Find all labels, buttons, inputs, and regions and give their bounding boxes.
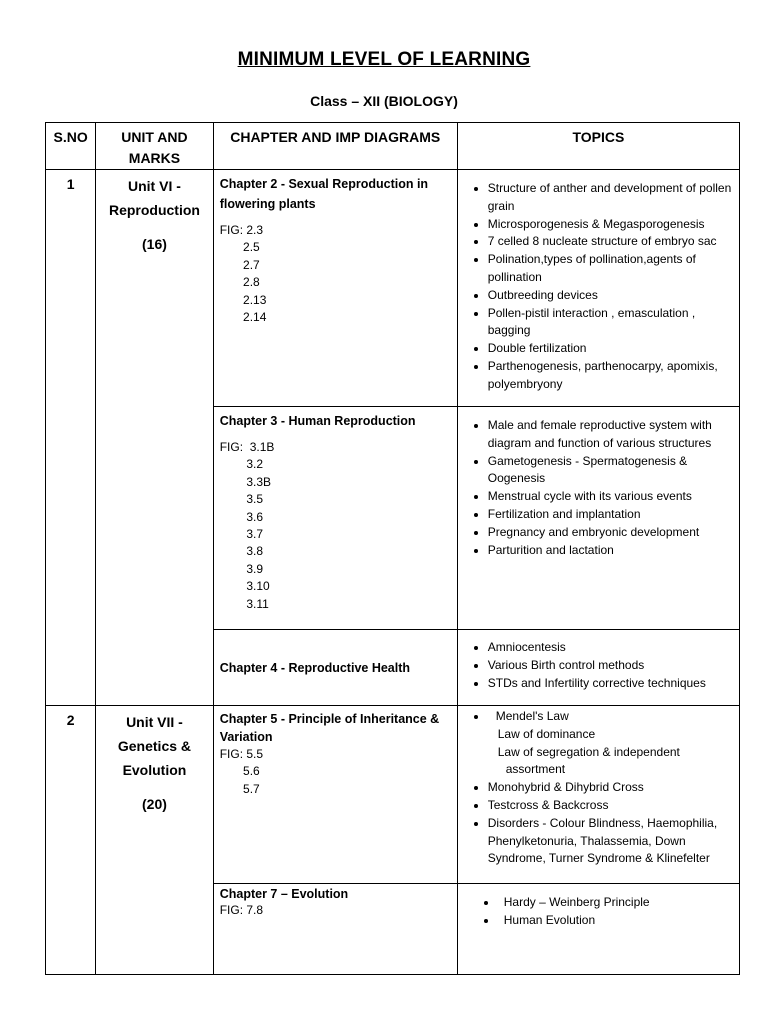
header-chapter: CHAPTER AND IMP DIAGRAMS bbox=[213, 123, 457, 170]
fig-item: FIG: 5.5 bbox=[219, 747, 264, 761]
topic-heading: Mendel's Law bbox=[495, 709, 569, 723]
fig-list bbox=[220, 222, 453, 326]
chapter-title: Chapter 3 - Human Reproduction bbox=[219, 414, 416, 428]
table-row bbox=[46, 170, 740, 407]
topics-cell bbox=[457, 170, 739, 407]
topic-item: • Fertilization and implantation bbox=[488, 506, 735, 524]
fig-item: 3.2 bbox=[219, 457, 264, 472]
chapter-cell bbox=[213, 170, 457, 407]
topic-item: • Testcross & Backcross bbox=[488, 797, 735, 815]
sno-cell: 1 bbox=[46, 170, 96, 706]
unit-cell bbox=[96, 706, 214, 975]
fig-item: 3.3B bbox=[219, 474, 272, 489]
topic-subitem: assortment bbox=[505, 762, 566, 777]
fig-list bbox=[220, 746, 453, 798]
fig-item: 5.7 bbox=[219, 781, 260, 796]
chapter-title: Chapter 4 - Reproductive Health bbox=[219, 660, 411, 675]
page-subtitle: Class – XII (BIOLOGY) bbox=[310, 93, 458, 109]
sno-cell: 2 bbox=[46, 706, 96, 975]
topic-item: • STDs and Infertility corrective techniques bbox=[488, 675, 735, 693]
fig-item: 2.13 bbox=[219, 292, 267, 307]
topic-item: • Gametogenesis - Spermatogenesis & Oogenesis bbox=[488, 453, 735, 489]
topic-subitem: Law of segregation & independent bbox=[497, 744, 680, 759]
fig-item: 5.6 bbox=[219, 764, 260, 779]
topic-item: • Hardy – Weinberg Principle bbox=[498, 894, 735, 912]
topic-list bbox=[472, 708, 735, 868]
topics-cell bbox=[457, 884, 739, 975]
topic-item: • Monohybrid & Dihybrid Cross bbox=[488, 779, 735, 797]
topic-list bbox=[472, 639, 735, 692]
topic-item: • Human Evolution bbox=[498, 912, 735, 930]
topic-subitem: Law of dominance bbox=[497, 726, 596, 741]
unit-cell bbox=[96, 170, 214, 706]
unit-name: Unit VI - bbox=[128, 178, 181, 194]
topic-item: • Menstrual cycle with its various events bbox=[488, 488, 735, 506]
topic-item: • Parthenogenesis, parthenocarpy, apomixis, polyembryony bbox=[488, 358, 735, 394]
topic-item: • Pregnancy and embryonic development bbox=[488, 524, 735, 542]
topic-item: • Microsporogenesis & Megasporogenesis bbox=[488, 216, 735, 234]
fig-item: 3.10 bbox=[219, 579, 270, 594]
fig-item: 3.9 bbox=[219, 561, 264, 576]
mll-table bbox=[45, 122, 740, 975]
topic-item bbox=[488, 708, 735, 779]
topics-cell bbox=[457, 706, 739, 884]
header-unit: UNIT AND MARKS bbox=[96, 123, 214, 170]
topic-item: • Various Birth control methods bbox=[488, 657, 735, 675]
page-title: MINIMUM LEVEL OF LEARNING bbox=[237, 49, 531, 70]
fig-item: 2.8 bbox=[219, 275, 260, 290]
chapter-cell bbox=[213, 884, 457, 975]
fig-item: 2.7 bbox=[219, 257, 260, 272]
table-row bbox=[46, 706, 740, 884]
unit-name: Genetics & bbox=[117, 738, 192, 754]
header-row bbox=[46, 123, 740, 170]
topic-list bbox=[482, 894, 735, 930]
fig-item: 2.14 bbox=[219, 310, 267, 325]
topic-list bbox=[472, 180, 735, 394]
chapter-cell bbox=[213, 630, 457, 706]
chapter-title: Chapter 5 - Principle of Inheritance & Variation bbox=[219, 712, 440, 744]
fig-list bbox=[220, 439, 453, 613]
fig-item: 2.5 bbox=[219, 240, 260, 255]
topic-item: • Pollen-pistil interaction , emasculation , bagging bbox=[488, 305, 735, 341]
topic-item: • Polination,types of pollination,agents of pollination bbox=[488, 251, 735, 287]
topic-item: • Disorders - Colour Blindness, Haemophilia, Phenylketonuria, Thalassemia, Down Syndrome, Turner Syndrome & Klinefelter bbox=[488, 815, 735, 868]
chapter-title: Chapter 7 – Evolution bbox=[219, 887, 349, 901]
fig-item: 3.8 bbox=[219, 544, 264, 559]
topic-item: • 7 celled 8 nucleate structure of embryo sac bbox=[488, 233, 735, 251]
unit-marks: (20) bbox=[142, 796, 167, 812]
fig-item: 3.5 bbox=[219, 492, 264, 507]
unit-name: Evolution bbox=[122, 762, 187, 778]
topic-item: • Double fertilization bbox=[488, 340, 735, 358]
topic-item: • Parturition and lactation bbox=[488, 542, 735, 560]
fig-item: 3.7 bbox=[219, 527, 264, 542]
chapter-cell bbox=[213, 706, 457, 884]
topics-cell bbox=[457, 630, 739, 706]
fig-list bbox=[220, 902, 453, 919]
header-topics: TOPICS bbox=[457, 123, 739, 170]
topic-item: • Outbreeding devices bbox=[488, 287, 735, 305]
fig-item: FIG: 7.8 bbox=[219, 903, 264, 917]
unit-marks: (16) bbox=[142, 236, 167, 252]
fig-item: 3.6 bbox=[219, 509, 264, 524]
chapter-title: Chapter 2 - Sexual Reproduction in flowering plants bbox=[219, 177, 429, 211]
topics-cell bbox=[457, 407, 739, 630]
fig-item: FIG: 3.1B bbox=[219, 440, 275, 454]
topic-item: • Amniocentesis bbox=[488, 639, 735, 657]
topic-item: • Male and female reproductive system with diagram and function of various structures bbox=[488, 417, 735, 453]
unit-name: Unit VII - bbox=[126, 714, 183, 730]
topic-item: • Structure of anther and development of pollen grain bbox=[488, 180, 735, 216]
unit-name: Reproduction bbox=[108, 202, 200, 218]
fig-item: 3.11 bbox=[219, 596, 269, 611]
header-sno: S.NO bbox=[46, 123, 96, 170]
chapter-cell bbox=[213, 407, 457, 630]
fig-item: FIG: 2.3 bbox=[219, 223, 264, 237]
topic-list bbox=[472, 417, 735, 559]
